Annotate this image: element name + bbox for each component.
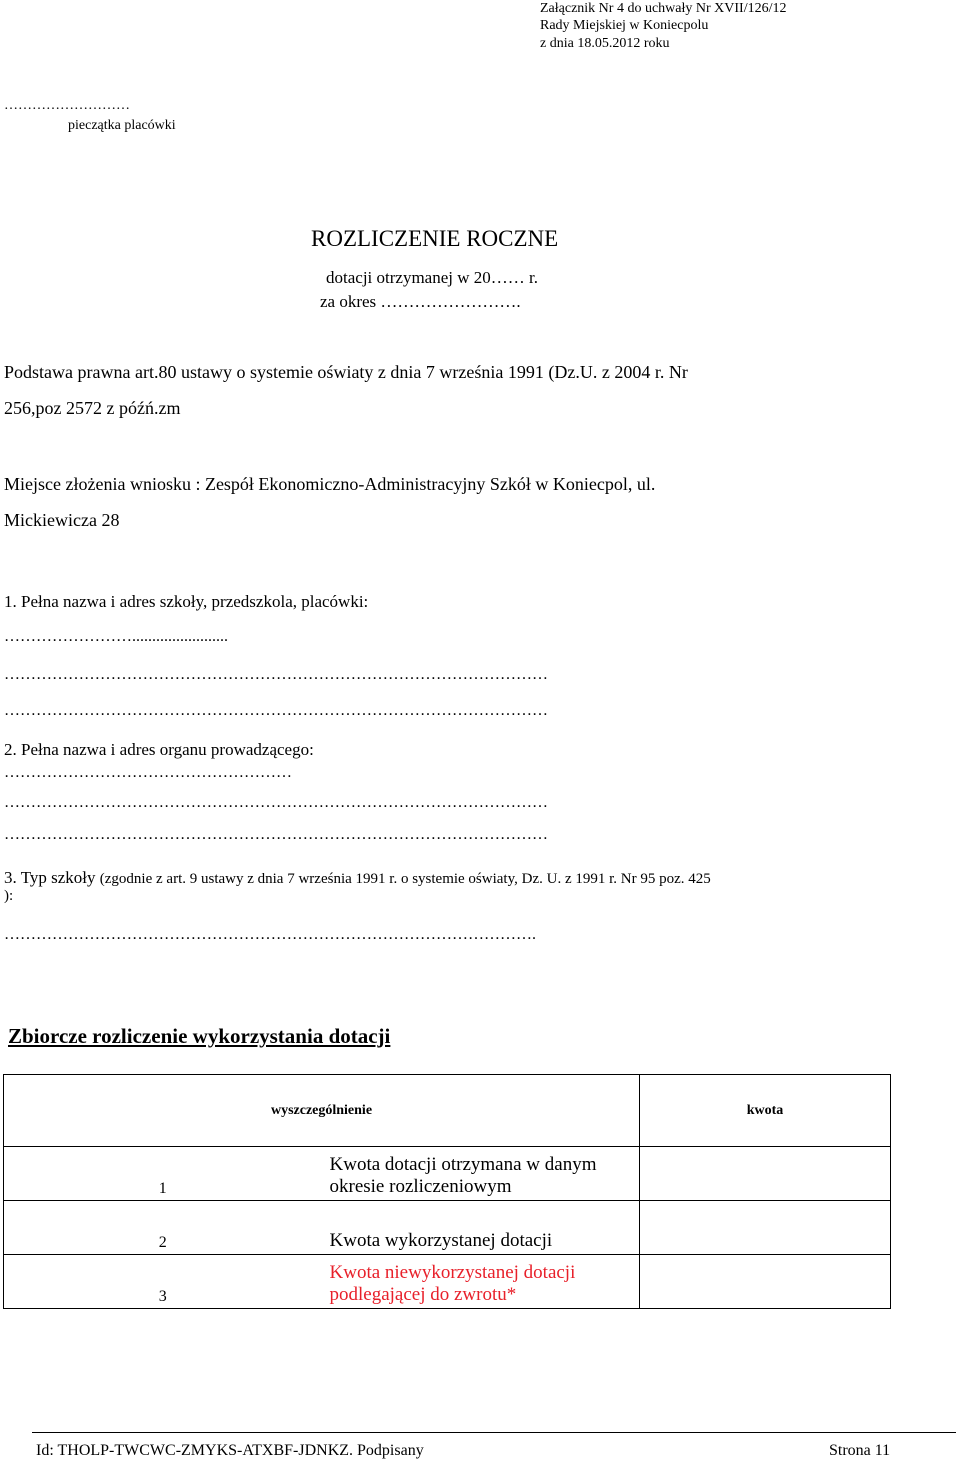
title-subline-2: za okres …………………….	[320, 292, 521, 311]
column-header-amount: kwota	[640, 1075, 891, 1147]
q3-label-end: ):	[4, 888, 14, 904]
row-number: 2	[4, 1201, 322, 1255]
q2-dots-1: ………………………………………………	[4, 764, 292, 781]
title-subline-1: dotacji otrzymanej w 20…… r.	[326, 268, 538, 287]
q2-dots-2: …………………………………………………………………………………………	[4, 794, 548, 811]
row-number: 3	[4, 1255, 322, 1309]
column-header-description: wyszczególnienie	[4, 1075, 640, 1147]
q3-label	[4, 868, 711, 888]
q2-dots-3: …………………………………………………………………………………………	[4, 826, 548, 843]
document-title: ROZLICZENIE ROCZNE	[311, 226, 559, 251]
row-description: Kwota niewykorzystanej dotacji podlegającej do zwrotu*	[322, 1255, 640, 1309]
attachment-header-line1: Załącznik Nr 4 do uchwały Nr XVII/126/12	[540, 1, 787, 16]
footer-document-id: Id: THOLP-TWCWC-ZMYKS-ATXBF-JDNKZ. Podpisany	[36, 1442, 424, 1459]
section-title: Zbiorcze rozliczenie wykorzystania dotacji	[8, 1024, 391, 1048]
table-row	[4, 1255, 891, 1309]
q1-dots-1: ……………………........................	[4, 628, 228, 645]
q1-dots-3: …………………………………………………………………………………………	[4, 702, 548, 719]
footer-divider	[32, 1432, 956, 1433]
stamp-label: pieczątka placówki	[68, 118, 176, 133]
q3-dots: ……………………………………………………………………………………….	[4, 926, 536, 943]
summary-table	[3, 1074, 891, 1309]
table-row	[4, 1147, 891, 1201]
row-number: 1	[4, 1147, 322, 1201]
row-description: Kwota wykorzystanej dotacji	[322, 1201, 640, 1255]
row-amount-cell[interactable]	[640, 1147, 891, 1201]
q1-label: 1. Pełna nazwa i adres szkoły, przedszkola, placówki:	[4, 592, 369, 611]
legal-basis-line1: Podstawa prawna art.80 ustawy o systemie oświaty z dnia 7 września 1991 (Dz.U. z 2004 r. Nr	[4, 362, 688, 382]
q3-label-main: 3. Typ szkoły	[4, 868, 100, 887]
place-line1: Miejsce złożenia wniosku : Zespół Ekonomiczno-Administracyjny Szkół w Koniecpol, ul.	[4, 474, 656, 494]
q1-dots-2: …………………………………………………………………………………………	[4, 666, 548, 683]
place-line2: Mickiewicza 28	[4, 510, 120, 530]
legal-basis-line2: 256,poz 2572 z późń.zm	[4, 398, 181, 418]
table-header-row	[4, 1075, 891, 1147]
table-row	[4, 1201, 891, 1255]
q3-label-detail: (zgodnie z art. 9 ustawy z dnia 7 września 1991 r. o systemie oświaty, Dz. U. z 1991 r. Nr 95 poz. 425	[99, 871, 711, 887]
footer-page-number: Strona 11	[829, 1442, 891, 1459]
q2-label: 2. Pełna nazwa i adres organu prowadzącego:	[4, 740, 314, 759]
attachment-header-line3: z dnia 18.05.2012 roku	[540, 36, 670, 51]
attachment-header-line2: Rady Miejskiej w Koniecpolu	[540, 18, 709, 33]
row-description: Kwota dotacji otrzymana w danym okresie rozliczeniowym	[322, 1147, 640, 1201]
stamp-dots: ………………………	[4, 98, 130, 113]
row-amount-cell[interactable]	[640, 1201, 891, 1255]
row-amount-cell[interactable]	[640, 1255, 891, 1309]
